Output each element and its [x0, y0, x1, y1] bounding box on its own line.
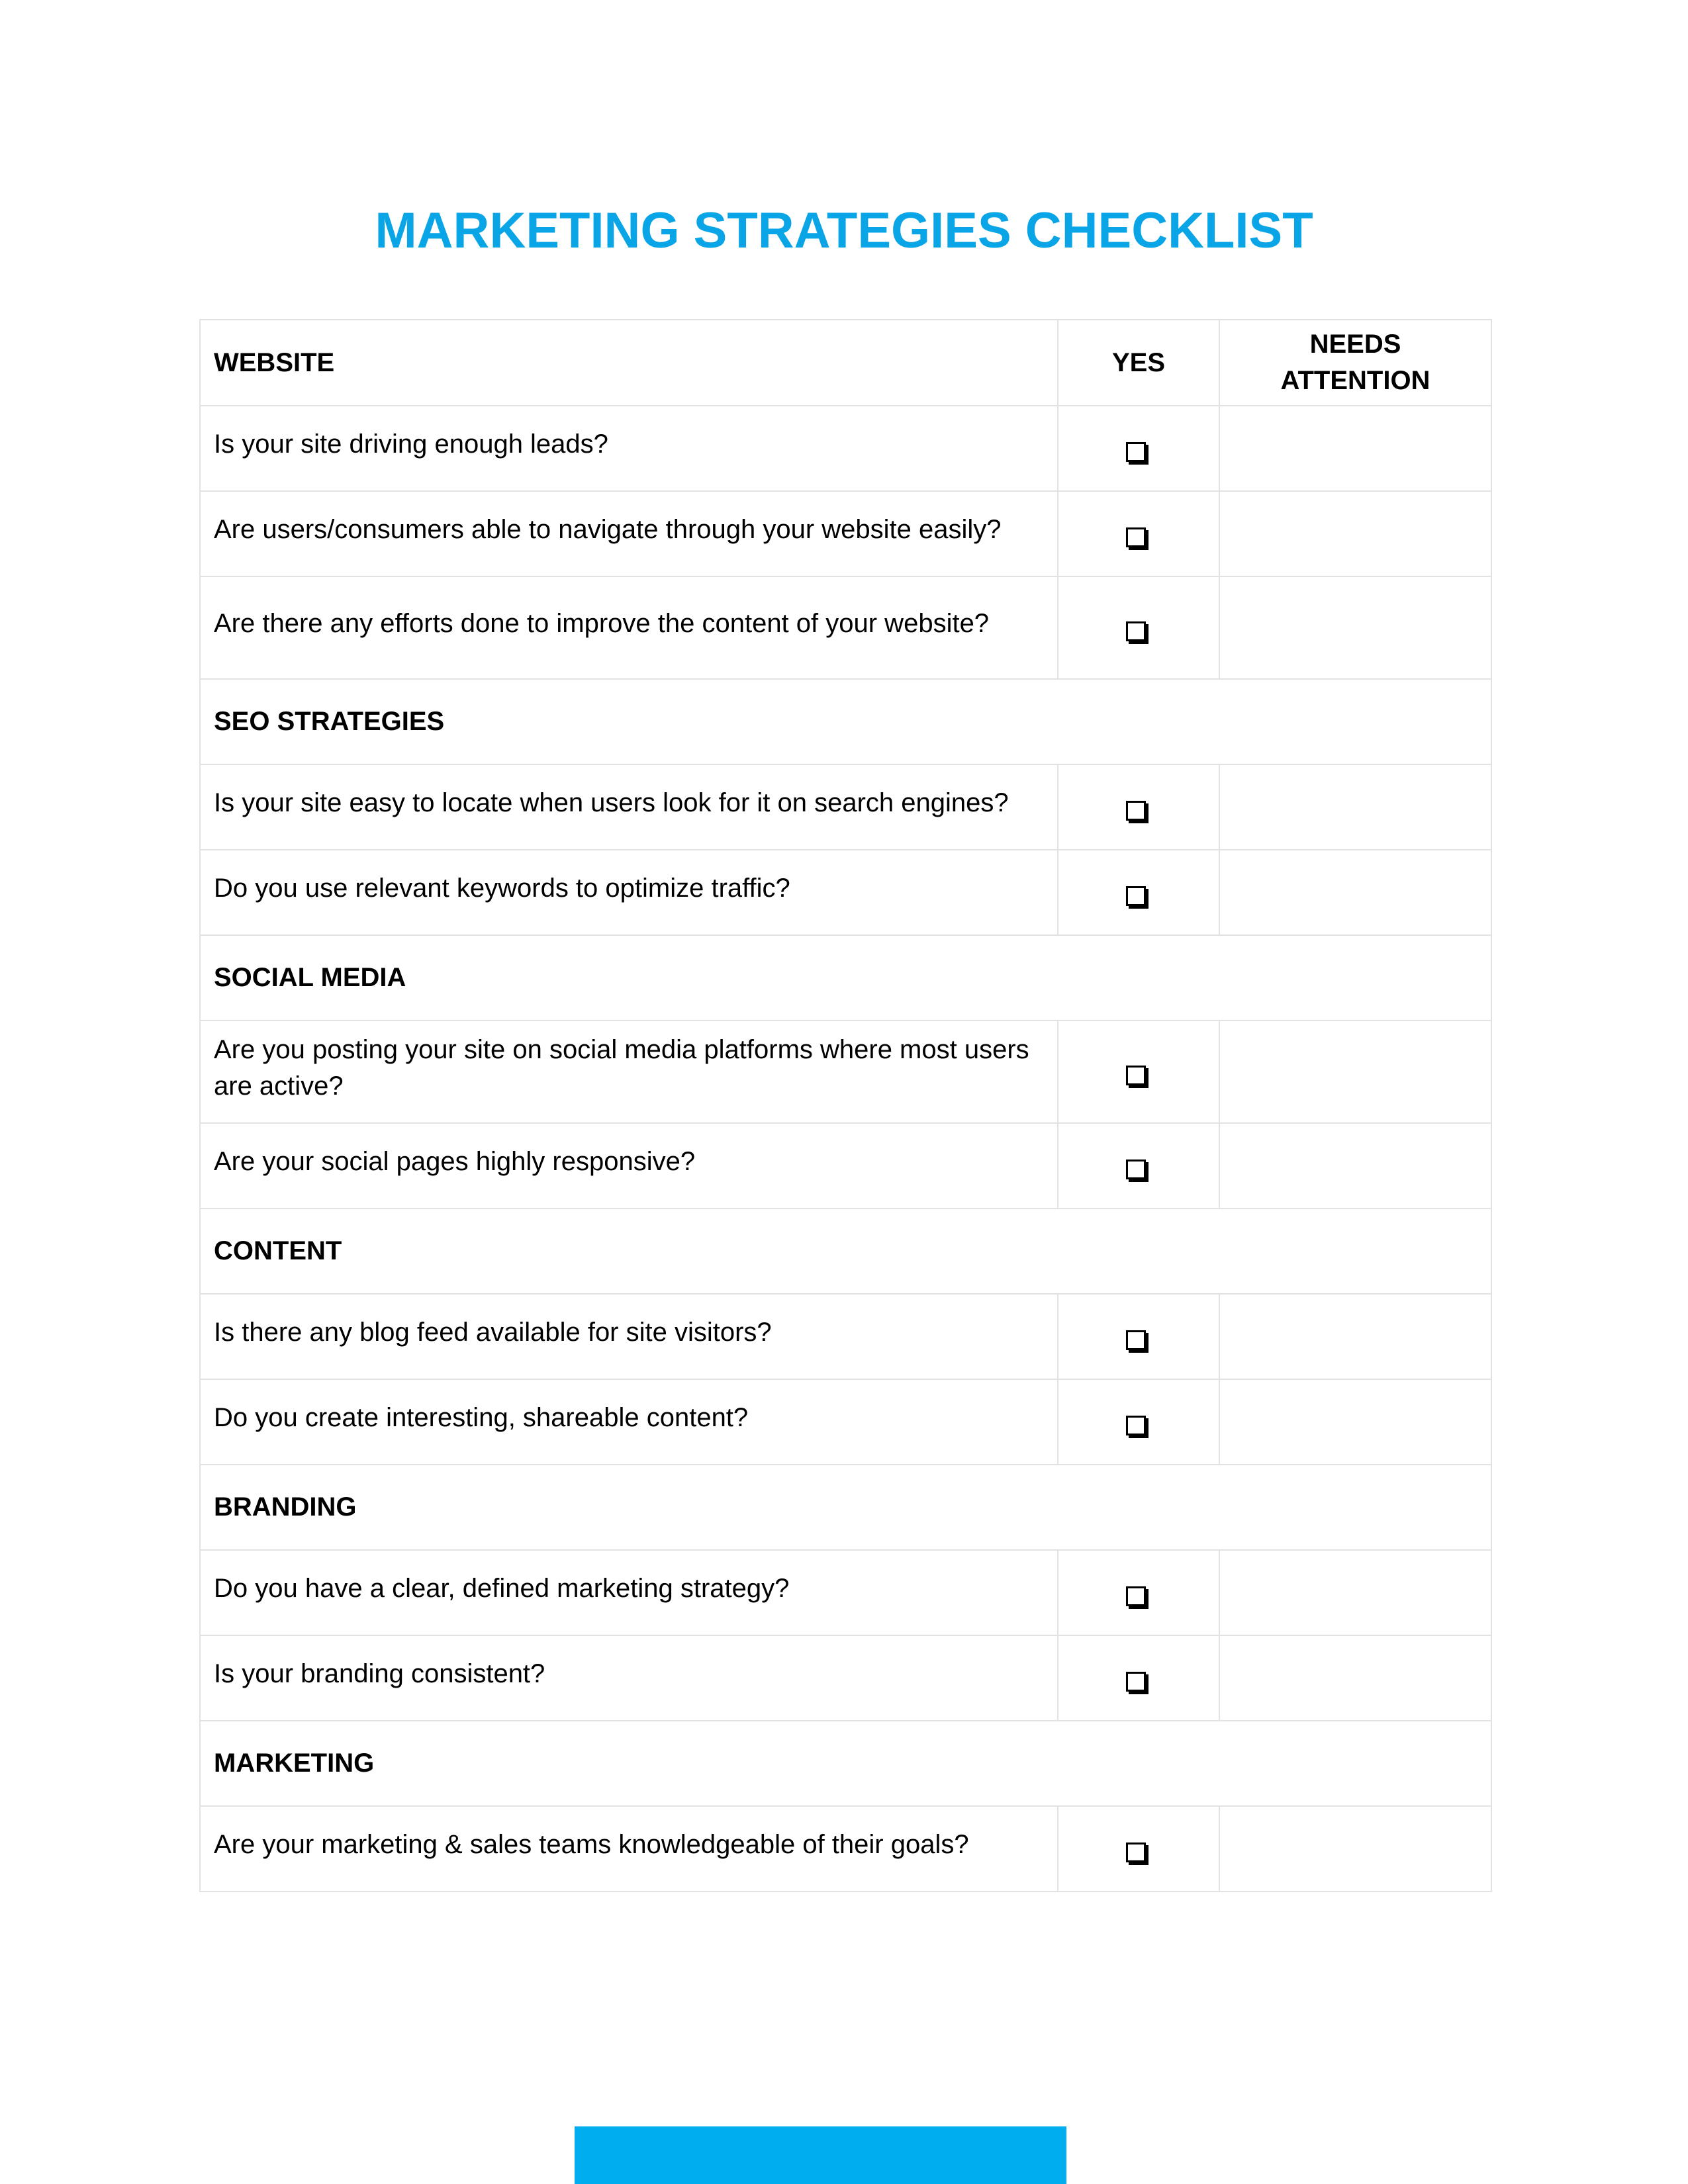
question-text: [200, 406, 1058, 491]
table-row: [200, 1294, 1491, 1379]
question-text: [200, 764, 1058, 850]
checkbox-icon[interactable]: [1126, 1672, 1146, 1692]
needs-attention-cell[interactable]: [1219, 1021, 1491, 1123]
needs-attention-cell[interactable]: [1219, 1294, 1491, 1379]
section-header-website: WEBSITE: [200, 320, 1058, 406]
yes-cell: [1058, 1294, 1219, 1379]
yes-cell: [1058, 1806, 1219, 1891]
question-label: Is your site easy to locate when users look for it on search engines?: [214, 788, 1009, 817]
table-row: [200, 1550, 1491, 1635]
section-row: [200, 935, 1491, 1021]
section-header-marketing: MARKETING: [200, 1721, 1491, 1806]
yes-cell: [1058, 850, 1219, 935]
question-label: Are there any efforts done to improve the content of your website?: [214, 609, 990, 638]
yes-cell: [1058, 406, 1219, 491]
page-title: MARKETING STRATEGIES CHECKLIST: [375, 203, 1313, 259]
needs-attention-cell[interactable]: [1219, 1550, 1491, 1635]
checkbox-icon[interactable]: [1126, 442, 1146, 462]
table-row: [200, 1635, 1491, 1721]
question-text: [200, 576, 1058, 679]
question-label: Do you create interesting, shareable content?: [214, 1403, 749, 1432]
needs-attention-cell[interactable]: [1219, 764, 1491, 850]
question-label: Is your site driving enough leads?: [214, 430, 608, 459]
table-row: [200, 1806, 1491, 1891]
section-header-branding: BRANDING: [200, 1465, 1491, 1550]
yes-cell: [1058, 1635, 1219, 1721]
question-label: Do you have a clear, defined marketing strategy?: [214, 1574, 790, 1603]
needs-attention-cell[interactable]: [1219, 1806, 1491, 1891]
checkbox-icon[interactable]: [1126, 886, 1146, 906]
section-header-social-media: SOCIAL MEDIA: [200, 935, 1491, 1021]
question-text: [200, 1294, 1058, 1379]
question-text: [200, 1379, 1058, 1465]
section-row: [200, 1208, 1491, 1294]
checklist-table: [199, 319, 1492, 1892]
table-row: [200, 1021, 1491, 1123]
section-header-content: CONTENT: [200, 1208, 1491, 1294]
table-row: [200, 764, 1491, 850]
question-label: Do you use relevant keywords to optimize traffic?: [214, 874, 790, 903]
footer-accent-bar: [575, 2126, 1066, 2184]
checkbox-icon[interactable]: [1126, 1416, 1146, 1435]
column-header-yes: YES: [1058, 320, 1219, 406]
table-header-row: [200, 320, 1491, 406]
question-label: Are you posting your site on social media platforms where most users are active?: [214, 1034, 1029, 1101]
checkbox-icon[interactable]: [1126, 527, 1146, 547]
checkbox-icon[interactable]: [1126, 1843, 1146, 1862]
question-text: [200, 491, 1058, 576]
checkbox-icon[interactable]: [1126, 1330, 1146, 1350]
needs-attention-cell[interactable]: [1219, 406, 1491, 491]
needs-attention-cell[interactable]: [1219, 1123, 1491, 1208]
section-row: [200, 679, 1491, 764]
section-row: [200, 1721, 1491, 1806]
needs-attention-cell[interactable]: [1219, 1379, 1491, 1465]
checkbox-icon[interactable]: [1126, 621, 1146, 641]
needs-attention-cell[interactable]: [1219, 491, 1491, 576]
yes-cell: [1058, 1021, 1219, 1123]
yes-cell: [1058, 491, 1219, 576]
yes-cell: [1058, 764, 1219, 850]
table-row: [200, 406, 1491, 491]
column-header-needs-attention: NEEDS ATTENTION: [1219, 320, 1491, 406]
question-text: [200, 850, 1058, 935]
table-row: [200, 1123, 1491, 1208]
question-label: Is your branding consistent?: [214, 1659, 545, 1688]
question-label: Are your social pages highly responsive?: [214, 1147, 696, 1176]
yes-cell: [1058, 1123, 1219, 1208]
yes-cell: [1058, 576, 1219, 679]
question-text: [200, 1806, 1058, 1891]
needs-attention-cell[interactable]: [1219, 576, 1491, 679]
checkbox-icon[interactable]: [1126, 1160, 1146, 1179]
checkbox-icon[interactable]: [1126, 801, 1146, 821]
question-text: [200, 1123, 1058, 1208]
table-row: [200, 491, 1491, 576]
table-row: [200, 850, 1491, 935]
question-text: [200, 1635, 1058, 1721]
question-label: Are your marketing & sales teams knowledgeable of their goals?: [214, 1830, 969, 1859]
section-header-seo: SEO STRATEGIES: [200, 679, 1491, 764]
question-text: [200, 1021, 1058, 1123]
checkbox-icon[interactable]: [1126, 1066, 1146, 1085]
checkbox-icon[interactable]: [1126, 1586, 1146, 1606]
yes-cell: [1058, 1550, 1219, 1635]
question-label: Is there any blog feed available for site visitors?: [214, 1318, 772, 1347]
section-row: [200, 1465, 1491, 1550]
question-text: [200, 1550, 1058, 1635]
table-row: [200, 1379, 1491, 1465]
question-label: Are users/consumers able to navigate through your website easily?: [214, 515, 1002, 544]
needs-attention-cell[interactable]: [1219, 1635, 1491, 1721]
table-row: [200, 576, 1491, 679]
yes-cell: [1058, 1379, 1219, 1465]
needs-attention-cell[interactable]: [1219, 850, 1491, 935]
